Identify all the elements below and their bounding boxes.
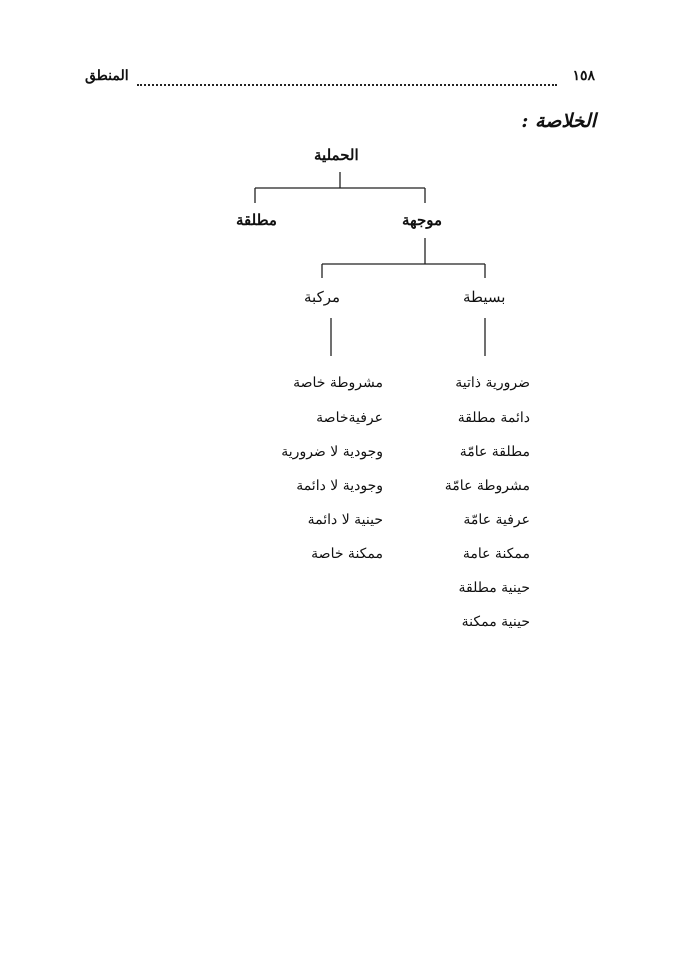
node-root: الحملية [314,146,359,164]
compound-item-1: مشروطة خاصة [293,375,383,391]
simple-item-2: دائمة مطلقة [457,410,530,426]
simple-item-3: مطلقة عامّة [459,444,530,460]
node-muwajjaha: موجهة [402,211,443,229]
simple-item-1: ضرورية ذاتية [455,375,530,391]
compound-item-3: وجودية لا ضرورية [281,444,383,460]
simple-item-7: حينية مطلقة [458,580,530,596]
node-murakkaba: مركبة [304,288,341,306]
compound-item-6: ممكنة خاصة [311,546,383,562]
simple-item-8: حينية ممكنة [461,614,530,630]
compound-item-5: حينية لا دائمة [307,512,383,528]
compound-item-2: عرفيةخاصة [316,410,383,426]
simple-item-6: ممكنة عامة [462,546,530,562]
section-title: الخلاصة : [521,110,596,132]
simple-item-5: عرفية عامّة [463,512,530,528]
node-mutlaqa: مطلقة [236,211,277,229]
running-title: المنطق [85,68,129,84]
simple-item-4: مشروطة عامّة [444,478,530,494]
compound-item-4: وجودية لا دائمة [296,478,383,494]
node-basita: بسيطة [463,288,506,306]
page-number: ١٥٨ [572,68,595,84]
